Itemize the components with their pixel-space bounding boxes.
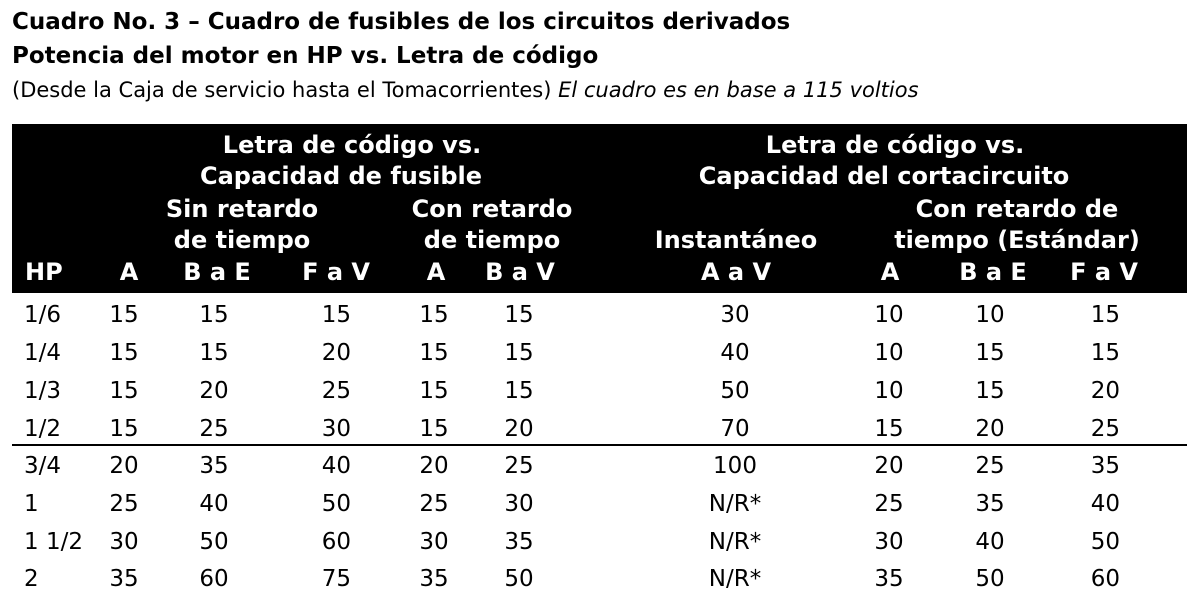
table-cell-breaker-b-e: 15 bbox=[975, 340, 1005, 366]
table-cell-breaker-f-v: 50 bbox=[1090, 529, 1120, 555]
table-cell-fuse-delay-b-v: 20 bbox=[504, 416, 534, 442]
table-cell-breaker-b-e: 25 bbox=[975, 453, 1005, 479]
table-cell-instant-a-v: 50 bbox=[720, 378, 750, 404]
table-subtitle: Potencia del motor en HP vs. Letra de código bbox=[12, 43, 599, 69]
table-cell-fuse-delay-a: 15 bbox=[419, 378, 449, 404]
table-cell-breaker-a: 10 bbox=[874, 302, 904, 328]
table-cell-fuse-no-delay-f-v: 25 bbox=[321, 378, 351, 404]
table-cell-breaker-a: 20 bbox=[874, 453, 904, 479]
table-cell-breaker-a: 10 bbox=[874, 340, 904, 366]
column-header-instant-a-v: A a V bbox=[700, 258, 772, 286]
std-delay-heading-line1: Con retardo de bbox=[915, 195, 1119, 223]
column-header-fuse-no-delay-b-e: B a E bbox=[183, 258, 251, 286]
table-cell-fuse-no-delay-b-e: 25 bbox=[199, 416, 229, 442]
table-cell-fuse-no-delay-b-e: 20 bbox=[199, 378, 229, 404]
table-cell-instant-a-v: N/R* bbox=[708, 529, 762, 555]
breaker-group-heading-line2: Capacidad del cortacircuito bbox=[698, 162, 1070, 190]
table-cell-fuse-no-delay-a: 35 bbox=[109, 566, 139, 592]
column-header-fuse-no-delay-a: A bbox=[119, 258, 139, 286]
table-cell-hp: 1/2 bbox=[24, 416, 62, 442]
table-cell-instant-a-v: N/R* bbox=[708, 566, 762, 592]
fuse-group-heading-line2: Capacidad de fusible bbox=[199, 162, 483, 190]
table-cell-fuse-delay-a: 15 bbox=[419, 302, 449, 328]
table-cell-breaker-f-v: 60 bbox=[1090, 566, 1120, 592]
table-cell-breaker-b-e: 40 bbox=[975, 529, 1005, 555]
table-cell-fuse-no-delay-b-e: 15 bbox=[199, 302, 229, 328]
table-cell-fuse-delay-b-v: 25 bbox=[504, 453, 534, 479]
no-delay-heading-line1: Sin retardo bbox=[165, 195, 319, 223]
table-cell-fuse-no-delay-a: 15 bbox=[109, 302, 139, 328]
table-cell-hp: 1 1/2 bbox=[24, 529, 83, 555]
table-cell-breaker-b-e: 20 bbox=[975, 416, 1005, 442]
table-cell-instant-a-v: 70 bbox=[720, 416, 750, 442]
table-cell-breaker-f-v: 35 bbox=[1090, 453, 1120, 479]
table-cell-fuse-no-delay-a: 30 bbox=[109, 529, 139, 555]
table-cell-instant-a-v: 30 bbox=[720, 302, 750, 328]
row-divider bbox=[12, 444, 1187, 446]
table-cell-fuse-no-delay-f-v: 20 bbox=[321, 340, 351, 366]
column-header-fuse-no-delay-f-v: F a V bbox=[302, 258, 370, 286]
no-delay-heading-line2: de tiempo bbox=[173, 226, 311, 254]
table-cell-fuse-no-delay-a: 20 bbox=[109, 453, 139, 479]
table-cell-fuse-no-delay-f-v: 30 bbox=[321, 416, 351, 442]
table-cell-hp: 1 bbox=[24, 491, 39, 517]
delay-heading-line1: Con retardo bbox=[411, 195, 573, 223]
table-cell-hp: 2 bbox=[24, 566, 39, 592]
table-cell-fuse-no-delay-a: 15 bbox=[109, 416, 139, 442]
table-cell-fuse-delay-b-v: 15 bbox=[504, 378, 534, 404]
fuse-group-heading-line1: Letra de código vs. bbox=[222, 131, 482, 159]
column-header-breaker-f-v: F a V bbox=[1070, 258, 1138, 286]
table-cell-breaker-f-v: 40 bbox=[1090, 491, 1120, 517]
table-cell-fuse-delay-a: 15 bbox=[419, 416, 449, 442]
table-title: Cuadro No. 3 – Cuadro de fusibles de los circuitos derivados bbox=[12, 9, 791, 35]
table-cell-breaker-a: 25 bbox=[874, 491, 904, 517]
table-cell-fuse-delay-b-v: 30 bbox=[504, 491, 534, 517]
table-cell-breaker-a: 15 bbox=[874, 416, 904, 442]
table-cell-hp: 3/4 bbox=[24, 453, 62, 479]
table-cell-fuse-delay-a: 35 bbox=[419, 566, 449, 592]
delay-heading-line2: de tiempo bbox=[423, 226, 561, 254]
table-cell-instant-a-v: 100 bbox=[713, 453, 757, 479]
instant-heading: Instantáneo bbox=[654, 226, 818, 254]
table-cell-breaker-f-v: 25 bbox=[1090, 416, 1120, 442]
column-header-fuse-delay-a: A bbox=[426, 258, 446, 286]
table-cell-breaker-b-e: 35 bbox=[975, 491, 1005, 517]
table-cell-fuse-delay-b-v: 50 bbox=[504, 566, 534, 592]
column-header-fuse-delay-b-v: B a V bbox=[485, 258, 555, 286]
table-cell-hp: 1/3 bbox=[24, 378, 62, 404]
table-cell-breaker-f-v: 15 bbox=[1090, 340, 1120, 366]
table-note-plain: (Desde la Caja de servicio hasta el Tomacorrientes) bbox=[12, 78, 559, 102]
table-cell-breaker-b-e: 15 bbox=[975, 378, 1005, 404]
table-cell-fuse-no-delay-f-v: 75 bbox=[321, 566, 351, 592]
column-header-hp: HP bbox=[25, 258, 63, 286]
table-cell-fuse-no-delay-a: 15 bbox=[109, 378, 139, 404]
table-cell-fuse-no-delay-f-v: 15 bbox=[321, 302, 351, 328]
table-cell-hp: 1/6 bbox=[24, 302, 62, 328]
table-cell-fuse-delay-a: 20 bbox=[419, 453, 449, 479]
table-cell-instant-a-v: 40 bbox=[720, 340, 750, 366]
table-cell-fuse-no-delay-b-e: 35 bbox=[199, 453, 229, 479]
table-cell-fuse-no-delay-a: 15 bbox=[109, 340, 139, 366]
table-cell-fuse-no-delay-b-e: 40 bbox=[199, 491, 229, 517]
table-cell-breaker-f-v: 15 bbox=[1090, 302, 1120, 328]
column-header-breaker-a: A bbox=[880, 258, 900, 286]
table-cell-fuse-delay-b-v: 15 bbox=[504, 340, 534, 366]
table-cell-fuse-no-delay-f-v: 50 bbox=[321, 491, 351, 517]
table-note bbox=[12, 78, 919, 102]
table-cell-fuse-no-delay-b-e: 60 bbox=[199, 566, 229, 592]
table-cell-fuse-no-delay-a: 25 bbox=[109, 491, 139, 517]
table-cell-breaker-f-v: 20 bbox=[1090, 378, 1120, 404]
column-header-breaker-b-e: B a E bbox=[959, 258, 1027, 286]
table-cell-fuse-delay-a: 15 bbox=[419, 340, 449, 366]
table-header bbox=[12, 124, 1187, 293]
table-cell-breaker-b-e: 50 bbox=[975, 566, 1005, 592]
table-cell-fuse-no-delay-f-v: 40 bbox=[321, 453, 351, 479]
table-cell-fuse-delay-a: 30 bbox=[419, 529, 449, 555]
table-cell-breaker-a: 35 bbox=[874, 566, 904, 592]
table-cell-fuse-no-delay-f-v: 60 bbox=[321, 529, 351, 555]
table-cell-fuse-no-delay-b-e: 15 bbox=[199, 340, 229, 366]
table-cell-fuse-no-delay-b-e: 50 bbox=[199, 529, 229, 555]
table-note-italic: El cuadro es en base a 115 voltios bbox=[558, 78, 919, 102]
std-delay-heading-line2: tiempo (Estándar) bbox=[894, 226, 1140, 254]
table-cell-breaker-a: 30 bbox=[874, 529, 904, 555]
table-cell-fuse-delay-a: 25 bbox=[419, 491, 449, 517]
table-cell-hp: 1/4 bbox=[24, 340, 62, 366]
table-cell-fuse-delay-b-v: 35 bbox=[504, 529, 534, 555]
table-cell-instant-a-v: N/R* bbox=[708, 491, 762, 517]
table-cell-breaker-a: 10 bbox=[874, 378, 904, 404]
table-cell-fuse-delay-b-v: 15 bbox=[504, 302, 534, 328]
breaker-group-heading-line1: Letra de código vs. bbox=[765, 131, 1025, 159]
table-cell-breaker-b-e: 10 bbox=[975, 302, 1005, 328]
